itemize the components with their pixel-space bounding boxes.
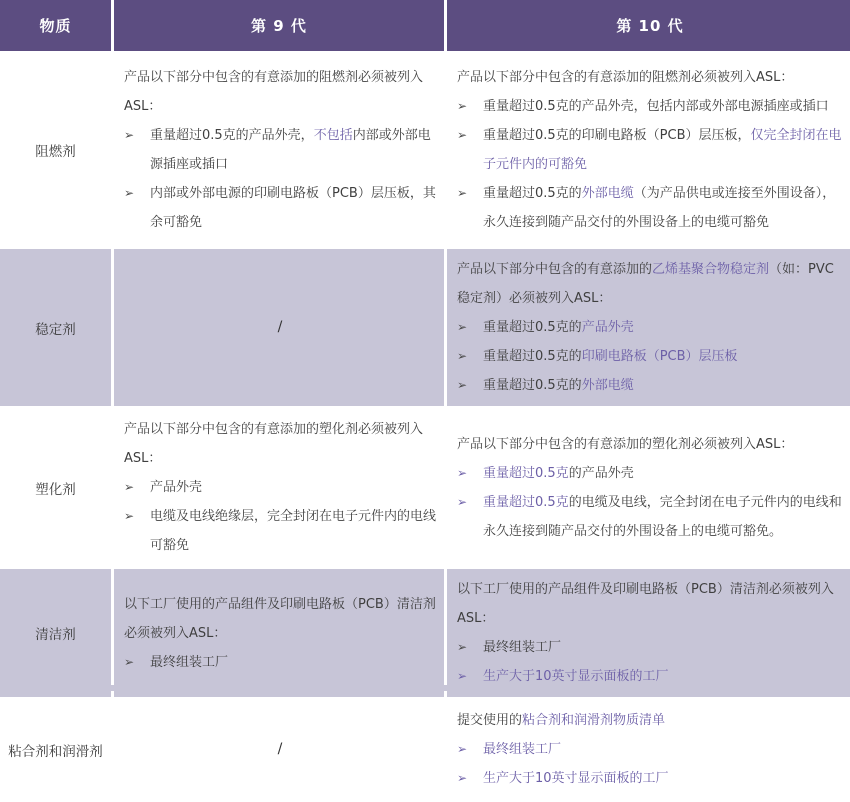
bullet-text: [483, 735, 845, 764]
substance-cell: 阻燃剂: [35, 144, 76, 160]
accent-text: 乙烯基聚合物稳定剂: [652, 262, 770, 277]
table-row: [0, 700, 850, 799]
plain-text: 产品以下部分中包含的有意添加的阻燃剂必须被列入ASL：: [457, 70, 794, 85]
gen9-cell: [114, 54, 444, 246]
bullet-arrow-icon: ➢: [457, 771, 468, 785]
cell-intro: [124, 415, 436, 473]
table-row: [0, 569, 850, 697]
plain-text: 最终组装工厂: [150, 654, 229, 670]
gen10-cell: [447, 249, 850, 406]
gen10-cell: [447, 409, 850, 566]
table-row: [0, 409, 850, 566]
accent-text: 外部电缆: [581, 378, 634, 393]
cell-intro: [457, 430, 845, 459]
bullet-item: [124, 648, 436, 677]
gen10-cell: [447, 700, 850, 799]
cell-intro: [124, 590, 436, 648]
bullet-text: [150, 502, 436, 560]
bullet-item: [124, 502, 436, 560]
bullet-item: [457, 179, 845, 237]
gen10-cell: [447, 54, 850, 246]
bullet-arrow-icon: ➢: [124, 186, 135, 200]
plain-text: 产品外壳: [150, 480, 203, 495]
plain-text: 产品以下部分中包含的有意添加的塑化剂必须被列入ASL：: [457, 436, 794, 452]
plain-text: 内部或外部电源的印刷电路板（PCB）层压板，其余可豁免: [150, 186, 436, 230]
cell-intro: [457, 706, 845, 735]
bullet-item: [457, 488, 845, 546]
col-header-gen9: 第 9 代: [114, 0, 444, 51]
accent-text: 最终组装工厂: [483, 742, 562, 757]
plain-text: 重量超过0.5克的: [483, 186, 582, 201]
bullet-text: [150, 121, 436, 179]
plain-text: 的电缆及电线，完全封闭在电子元件内的电线和永久连接到随产品交付的外围设备上的电缆可豁免。: [483, 494, 842, 539]
bullet-text: [483, 179, 845, 237]
bullet-arrow-icon: ➢: [124, 509, 135, 523]
cell-intro: [124, 63, 436, 121]
accent-text: 重量超过0.5克: [483, 465, 569, 481]
bullet-arrow-icon: ➢: [457, 320, 468, 334]
table-row: [0, 249, 850, 406]
bullet-item: [457, 313, 845, 342]
bullet-arrow-icon: ➢: [124, 128, 135, 142]
plain-text: 产品以下部分中包含的有意添加的阻燃剂必须被列入ASL：: [124, 70, 424, 114]
bullet-item: [457, 633, 845, 662]
substance-cell: 稳定剂: [0, 249, 111, 406]
substance-cell: 粘合剂和润滑剂: [8, 743, 103, 760]
accent-text: 外部电缆: [581, 186, 634, 201]
substance-cell: 塑化剂: [35, 481, 76, 498]
bullet-item: [457, 764, 845, 793]
substance-cell: 清洁剂: [0, 569, 111, 697]
bullet-text: [150, 473, 436, 502]
plain-text: 重量超过0.5克的产品外壳，: [150, 128, 314, 143]
col-header-gen10: 第 10 代: [447, 0, 850, 51]
accent-text: 仅完全封闭在电子元件内的可豁免: [483, 128, 842, 172]
bullet-arrow-icon: ➢: [457, 494, 468, 509]
accent-text: 不包括: [313, 128, 353, 143]
bullet-item: [124, 179, 436, 237]
plain-text: 的产品外壳: [568, 465, 634, 481]
bullet-text: [483, 633, 845, 662]
plain-text: 以下工厂使用的产品组件及印刷电路板（PCB）清洁剂必须被列入ASL：: [124, 596, 436, 641]
bullet-arrow-icon: ➢: [457, 640, 468, 654]
bullet-text: [483, 92, 845, 121]
accent-text: 印刷电路板（PCB）层压板: [581, 349, 738, 364]
bullet-arrow-icon: ➢: [457, 99, 468, 113]
bullet-text: [483, 764, 845, 793]
accent-text: 生产大于10英寸显示面板的工厂: [483, 771, 669, 786]
bullet-text: [483, 313, 845, 342]
bullet-text: [483, 488, 845, 546]
cell-intro: [457, 255, 845, 313]
bullet-item: [457, 342, 845, 371]
bullet-arrow-icon: ➢: [457, 186, 468, 200]
plain-text: 内部或外部电源插座或插口: [150, 128, 431, 172]
plain-text: （为产品供电或连接至外围设备），永久连接到随产品交付的外围设备上的电缆可豁免: [483, 186, 836, 230]
bullet-arrow-icon: ➢: [457, 378, 468, 392]
bullet-arrow-icon: ➢: [457, 465, 468, 480]
cell-intro: [457, 63, 845, 92]
plain-text: 提交使用的: [457, 713, 523, 728]
bullet-arrow-icon: ➢: [457, 669, 468, 683]
bullet-text: [483, 342, 845, 371]
table-header: [0, 0, 850, 51]
gen9-cell: [114, 569, 444, 697]
col-header-substance: 物质: [0, 0, 111, 51]
plain-text: 最终组装工厂: [483, 640, 562, 655]
gen9-cell-slash: /: [114, 249, 444, 406]
gen9-cell-slash: /: [277, 741, 283, 757]
accent-text: 重量超过0.5克: [483, 494, 569, 510]
accent-text: 粘合剂和润滑剂物质清单: [522, 713, 666, 728]
bullet-text: [483, 121, 845, 179]
plain-text: 重量超过0.5克的产品外壳，包括内部或外部电源插座或插口: [483, 99, 829, 114]
plain-text: 产品以下部分中包含的有意添加的塑化剂必须被列入ASL：: [124, 422, 424, 466]
gen10-cell: [447, 569, 850, 697]
cell-intro: [457, 575, 845, 633]
plain-text: 产品以下部分中包含的有意添加的: [457, 262, 653, 277]
bullet-arrow-icon: ➢: [124, 480, 135, 494]
accent-text: 产品外壳: [581, 320, 634, 335]
plain-text: 重量超过0.5克的印刷电路板（PCB）层压板，: [483, 128, 751, 143]
plain-text: 以下工厂使用的产品组件及印刷电路板（PCB）清洁剂必须被列入ASL：: [457, 582, 834, 626]
table-bottom-strip: [0, 685, 850, 691]
accent-text: 生产大于10英寸显示面板的工厂: [483, 669, 669, 684]
header-row: [0, 0, 850, 51]
bullet-item: [457, 371, 845, 400]
bullet-item: [124, 473, 436, 502]
bullet-item: [457, 735, 845, 764]
bullet-item: [457, 121, 845, 179]
plain-text: （如：PVC稳定剂）必须被列入ASL：: [457, 262, 834, 306]
plain-text: 电缆及电线绝缘层，完全封闭在电子元件内的电线可豁免: [150, 509, 437, 553]
plain-text: 重量超过0.5克的: [483, 349, 582, 364]
bullet-item: [457, 92, 845, 121]
plain-text: 重量超过0.5克的: [483, 320, 582, 335]
plain-text: 重量超过0.5克的: [483, 378, 582, 393]
bullet-arrow-icon: ➢: [124, 654, 135, 669]
table-row: [0, 54, 850, 246]
gen9-cell: [114, 409, 444, 566]
bullet-text: [150, 179, 436, 237]
bullet-arrow-icon: ➢: [457, 128, 468, 142]
bullet-text: [483, 371, 845, 400]
bullet-arrow-icon: ➢: [457, 349, 468, 363]
bullet-text: [150, 648, 436, 677]
bullet-arrow-icon: ➢: [457, 742, 468, 756]
bullet-item: [457, 459, 845, 488]
bullet-item: [124, 121, 436, 179]
bullet-text: [483, 459, 845, 488]
